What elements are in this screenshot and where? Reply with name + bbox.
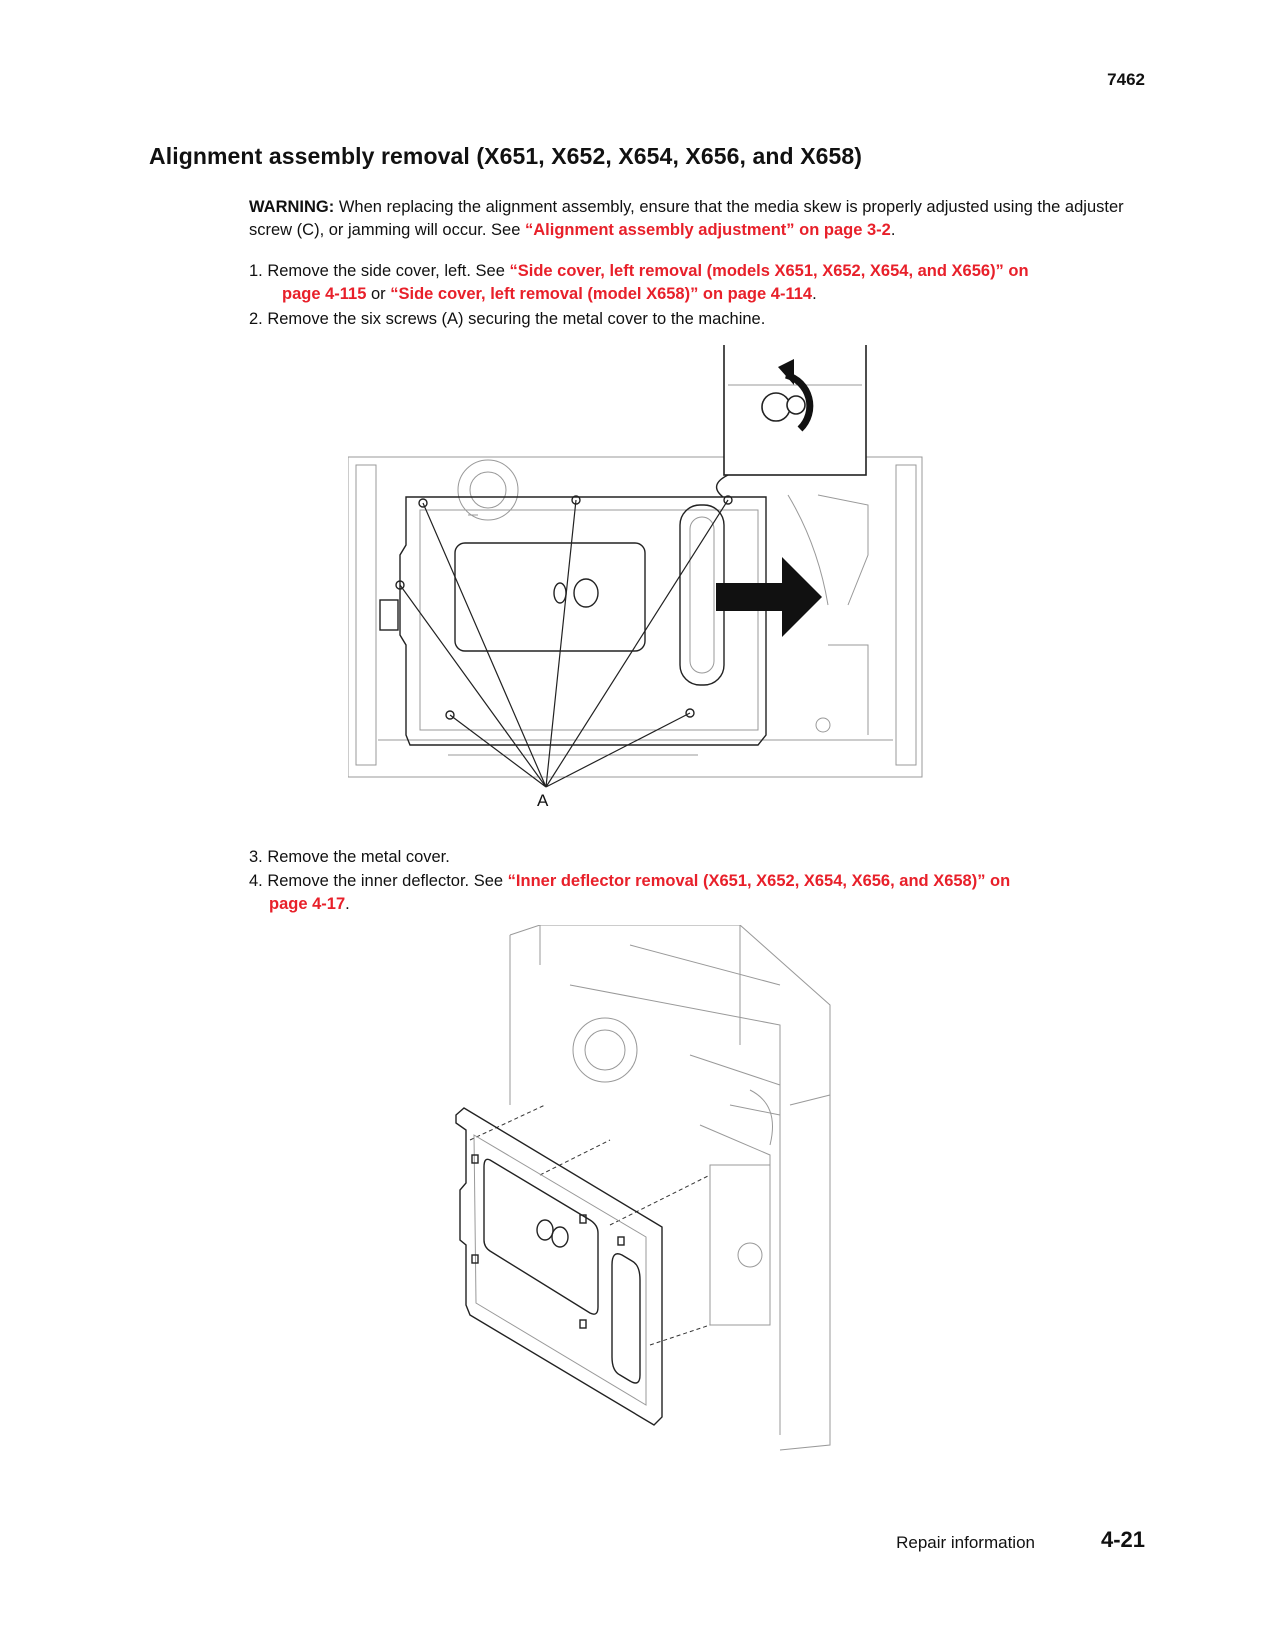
figure-metal-cover-exploded xyxy=(450,925,860,1455)
callout-a: A xyxy=(537,791,549,810)
step-3: 3. Remove the metal cover. xyxy=(249,848,450,866)
link-side-cover-left-x658[interactable]: “Side cover, left removal (model X658)” on page 4-114 xyxy=(390,285,813,303)
warning-text: When replacing the alignment assembly, ensure that the media skew is properly adjusted using the adjuster screw (C), or jamming will occur. See xyxy=(249,198,1124,239)
step-1-mid: or xyxy=(366,285,391,303)
link-inner-deflector-removal-page[interactable]: page 4-17 xyxy=(269,895,346,913)
link-side-cover-left-models-page[interactable]: page 4-115 xyxy=(282,285,367,303)
footer-page-number: 4-21 xyxy=(1100,1527,1145,1552)
step-4-end: . xyxy=(345,895,350,913)
figure-metal-cover-screws xyxy=(348,345,948,835)
link-side-cover-left-models[interactable]: “Side cover, left removal (models X651, X652, X654, and X656)” on xyxy=(509,262,1029,280)
model-number: 7462 xyxy=(1107,70,1145,89)
footer-label: Repair information xyxy=(896,1533,1035,1552)
link-inner-deflector-removal[interactable]: “Inner deflector removal (X651, X652, X654, X656, and X658)” on xyxy=(507,872,1011,890)
section-title: Alignment assembly removal (X651, X652, X654, X656, and X658) xyxy=(149,143,863,169)
link-alignment-adjustment[interactable]: “Alignment assembly adjustment” on page 3-2 xyxy=(524,221,891,239)
warning-label: WARNING: xyxy=(249,198,335,216)
step-1-end: . xyxy=(812,285,817,303)
warning-end: . xyxy=(890,221,896,239)
step-4 xyxy=(249,870,1149,916)
step-1 xyxy=(249,260,1149,306)
step-1-prefix: 1. Remove the side cover, left. See xyxy=(249,262,510,280)
step-4-prefix: 4. Remove the inner deflector. See xyxy=(249,872,508,890)
warning-paragraph xyxy=(249,196,1149,242)
step-2: 2. Remove the six screws (A) securing the metal cover to the machine. xyxy=(249,310,766,328)
